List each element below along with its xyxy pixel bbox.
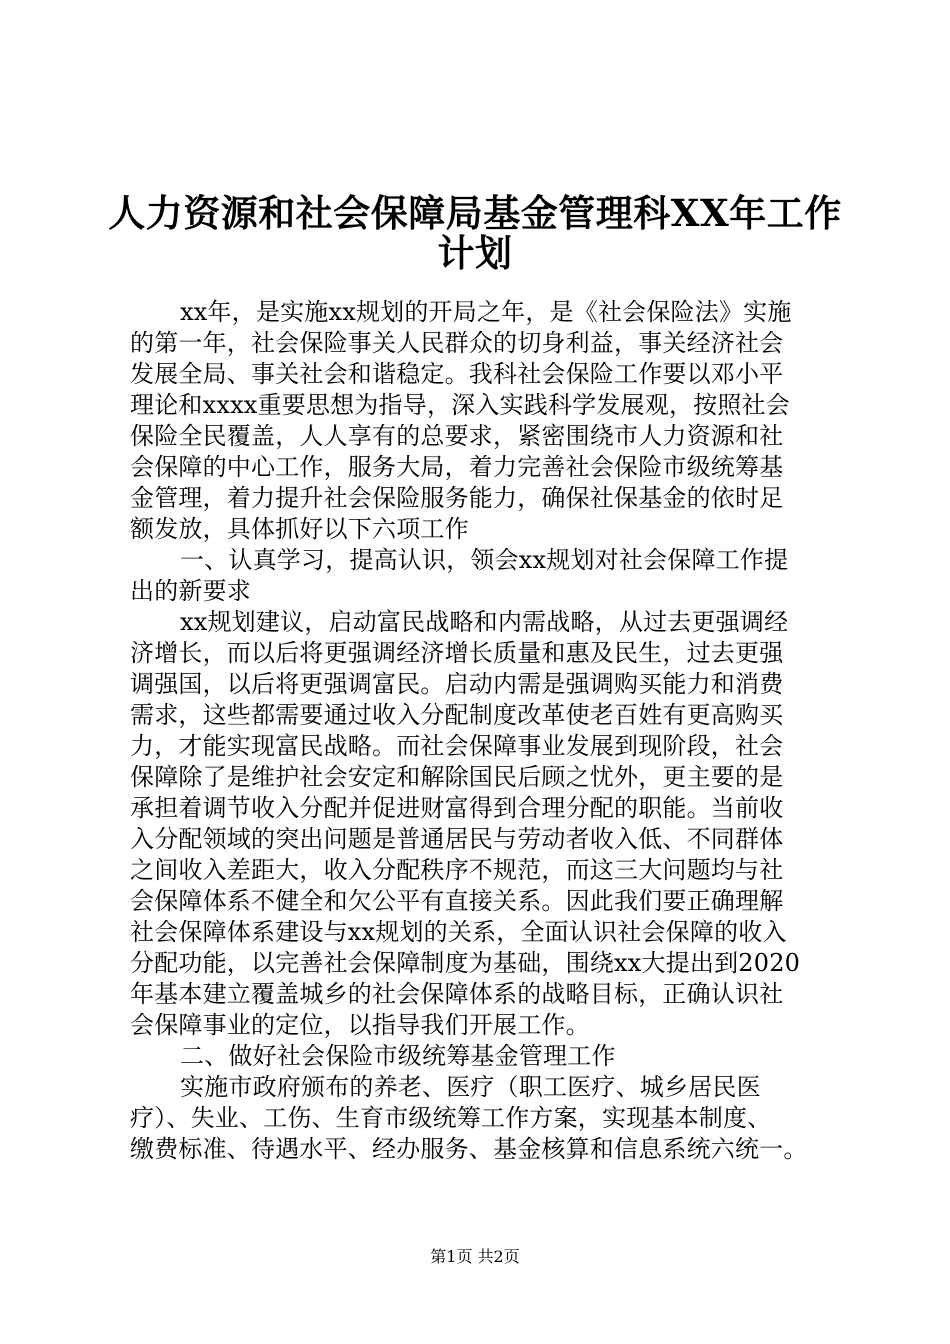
- paragraph-line: 调强国，以后将更强调富民。启动内需是强调购买能力和消费: [130, 670, 784, 698]
- paragraph-line: 金管理，着力提升社会保险服务能力，确保社保基金的依时足: [130, 484, 784, 512]
- document-title-line-1: 人力资源和社会保障局基金管理科XX年工作: [108, 191, 842, 235]
- paragraph-line: 会保障的中心工作，服务大局，着力完善社会保险市级统筹基: [130, 453, 784, 481]
- paragraph-line: 理论和xxxx重要思想为指导，深入实践科学发展观，按照社会: [130, 391, 790, 419]
- paragraph-line: 疗）、失业、工伤、生育市级统筹工作方案，实现基本制度、: [130, 1104, 772, 1132]
- paragraph-line: 济增长，而以后将更强调经济增长质量和惠及民生，过去更强: [130, 639, 784, 667]
- paragraph-line: 缴费标准、待遇水平、经办服务、基金核算和信息系统六统一。: [130, 1135, 808, 1163]
- document-body: [130, 297, 830, 1165]
- paragraph-line: 力，才能实现富民战略。而社会保障事业发展到现阶段，社会: [130, 732, 784, 760]
- paragraph-line: 之间收入差距大，收入分配秩序不规范，而这三大问题均与社: [130, 856, 784, 884]
- paragraph-line: 分配功能，以完善社会保障制度为基础，围绕xx大提出到2020: [130, 949, 801, 977]
- paragraph-line: 需求，这些都需要通过收入分配制度改革使老百姓有更高购买: [130, 701, 784, 729]
- paragraph-line: 发展全局、事关社会和谐稳定。我科社会保险工作要以邓小平: [130, 360, 784, 388]
- page-footer: 第1页 共2页: [430, 1247, 520, 1266]
- paragraph-line: 保障除了是维护社会安定和解除国民后顾之忧外，更主要的是: [130, 763, 784, 791]
- paragraph-line: 入分配领域的突出问题是普通居民与劳动者收入低、不同群体: [130, 825, 784, 853]
- paragraph-line: 会保障事业的定位，以指导我们开展工作。: [130, 1011, 590, 1039]
- paragraph-line: 年基本建立覆盖城乡的社会保障体系的战略目标，正确认识社: [130, 980, 784, 1008]
- section-heading-line: 二、做好社会保险市级统筹基金管理工作: [180, 1042, 616, 1070]
- paragraph-line: 承担着调节收入分配并促进财富得到合理分配的职能。当前收: [130, 794, 784, 822]
- paragraph-line: xx规划建议，启动富民战略和内需战略，从过去更强调经: [180, 608, 789, 636]
- section-heading-line: 一、认真学习，提高认识，领会xx规划对社会保障工作提: [180, 546, 789, 574]
- paragraph-line: xx年，是实施xx规划的开局之年，是《社会保险法》实施: [180, 298, 792, 326]
- paragraph-line: 会保障体系不健全和欠公平有直接关系。因此我们要正确理解: [130, 887, 784, 915]
- section-heading-line: 出的新要求: [130, 577, 251, 605]
- paragraph-line: 保险全民覆盖，人人享有的总要求，紧密围绕市人力资源和社: [130, 422, 784, 450]
- document-title-line-2: 计划: [437, 231, 513, 275]
- paragraph-line: 额发放，具体抓好以下六项工作: [130, 515, 469, 543]
- paragraph-line: 社会保障体系建设与xx规划的关系，全面认识社会保障的收入: [130, 918, 787, 946]
- paragraph-line: 实施市政府颁布的养老、医疗（职工医疗、城乡居民医: [180, 1073, 761, 1101]
- paragraph-line: 的第一年，社会保险事关人民群众的切身利益，事关经济社会: [130, 329, 784, 357]
